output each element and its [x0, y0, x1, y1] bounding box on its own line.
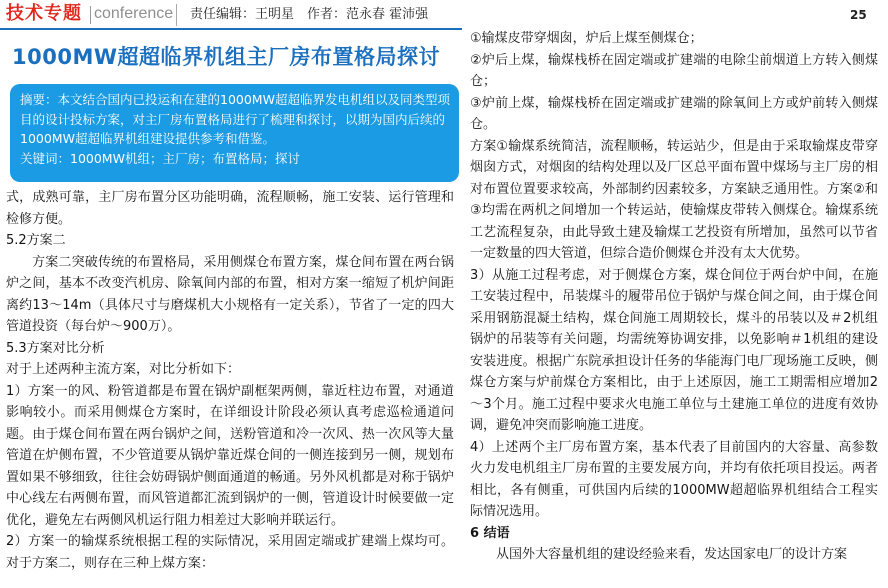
article-title: 1000MW超超临界机组主厂房布置格局探讨	[12, 45, 441, 69]
paragraph: 1）方案一的风、粉管道都是布置在锅炉副框架两侧，靠近柱边布置，对通道影响较小。而采用侧煤仓方案时，在详细设计阶段必须认真考虑巡检通道问题。由于煤仓间布置在两台锅炉之间，送粉管道和冷一次风、热一次风等大量管道在炉侧布置，不少管道要从锅炉靠近煤仓间的一侧连接到另一侧，规划布置如果不够细致，往往会妨碍锅炉侧面通道的畅通。另外风机都是对称于锅炉中心线左右两侧布置，而风管道都汇流到锅炉的一侧，管道设计时候要做一定优化，避免左右两侧风机运行阻力相差过大影响并联运行。	[6, 383, 454, 528]
paragraph: 从国外大容量机组的建设经验来看，发达国家电厂的设计方案	[496, 547, 848, 562]
brand-divider	[90, 6, 91, 24]
paragraph: 4）上述两个主厂房布置方案，基本代表了目前国内的大容量、高参数火力发电机组主厂房布置的主要发展方向，并均有依托项目投运。两者相比，各有侧重，可供国内后续的1000MW超超临界机组结合工程实际情况选用。	[470, 439, 878, 519]
section-heading: 5.3方案对比分析	[6, 340, 105, 356]
column-brand-title: 技术专题	[6, 3, 82, 24]
list-item: ①输煤皮带穿烟囱，炉后上煤至侧煤仓；	[470, 31, 703, 46]
page-number: 25	[850, 8, 867, 22]
editor-author-line: 责任编辑：王明星 作者：范永春 霍沛强	[190, 7, 429, 22]
paragraph: 方案①输煤系统简洁，流程顺畅，转运站少，但是由于采取输煤皮带穿烟囱方式，对烟囱的结构处理以及厂区总平面布置中煤场与主厂房的相对布置位置要求较高，外部制约因素较多，方案缺乏通用性。方案②和③均需在两机之间增加一个转运站，使输煤皮带转入侧煤仓。输煤系统工艺流程复杂，由此导致土建及输煤工艺投资有所增加，虽然可以节省一定数量的四大管道，但综合造价侧煤仓并没有太大优势。	[470, 138, 878, 261]
keywords-text: 关键词：1000MW机组；主厂房；布置格局；探讨	[20, 150, 300, 166]
abstract-text: 摘要：本文结合国内已投运和在建的1000MW超超临界发电机组以及同类型项目的设计投标方案，对主厂房布置格局进行了梳理和探讨，以期为国内后续的1000MW超超临界机组建设提供参考和借鉴。	[20, 92, 450, 146]
section-heading: 5.2方案二	[6, 233, 66, 248]
paragraph: 式，成熟可靠，主厂房布置分区功能明确，流程顺畅，施工安装、运行管理和检修方便。	[6, 190, 454, 227]
left-column	[6, 187, 454, 574]
paragraph: 对于上述两种主流方案，对比分析如下：	[6, 362, 241, 377]
paragraph: 2）方案一的输煤系统根据工程的实际情况，采用固定端或扩建端上煤均可。对于方案二，则存在三种上煤方案：	[6, 534, 454, 571]
list-item: ③炉前上煤，输煤栈桥在固定端或扩建端的除氧间上方或炉前转入侧煤仓。	[470, 95, 878, 132]
header-divider	[176, 4, 177, 26]
section-heading: 6 结语	[470, 525, 510, 541]
header-rule	[0, 28, 462, 30]
paragraph: 3）从施工过程考虑，对于侧煤仓方案，煤仓间位于两台炉中间，在施工安装过程中，吊装煤斗的履带吊位于锅炉与煤仓间之间，由于煤仓间采用钢筋混凝土结构，煤仓间施工周期较长，煤斗的吊装以及＃2机组锅炉的吊装等有关问题，均需统筹协调安排，以免影响＃1机组的建设安装进度。根据广东院承担设计任务的华能海门电厂现场施工反映，侧煤仓方案与炉前煤仓方案相比，由于上述原因，施工工期需相应增加2～3个月。施工过程中要求火电施工单位与土建施工单位的进度有效协调，避免冲突而影响施工进度。	[470, 267, 878, 433]
list-item: ②炉后上煤，输煤栈桥在固定端或扩建端的电除尘前烟道上方转入侧煤仓；	[470, 52, 878, 89]
abstract-box	[10, 84, 459, 182]
column-brand-subtitle: conference	[94, 5, 174, 22]
paragraph: 方案二突破传统的布置格局，采用侧煤仓布置方案，煤仓间布置在两台锅炉之间，基本不改变汽机房、除氧间内部的布置，相对方案一缩短了机炉间距离约13～14m（具体尺寸与磨煤机大小规格有一定关系），节省了一定的四大管道投资（每台炉～900万）。	[6, 254, 454, 334]
right-column	[470, 28, 878, 566]
page-header	[0, 0, 888, 30]
